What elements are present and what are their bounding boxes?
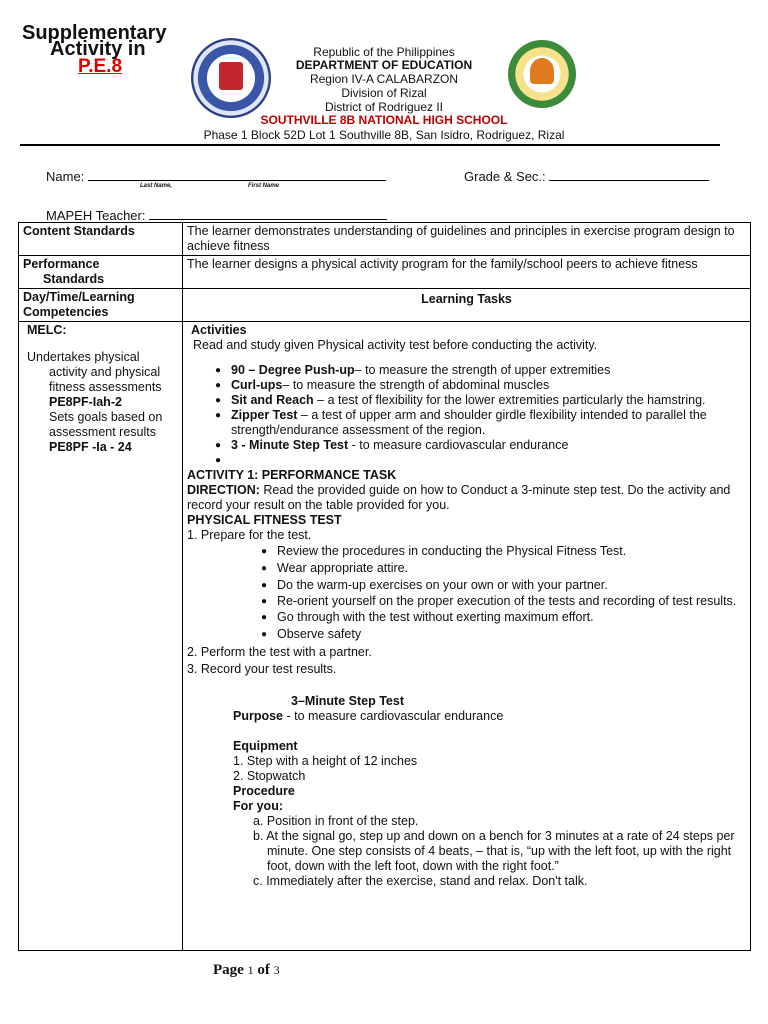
competencies-label: Day/Time/Learning Competencies <box>19 289 183 322</box>
learning-tasks-header: Learning Tasks <box>183 289 751 322</box>
equipment-item: 1. Step with a height of 12 inches <box>233 754 418 768</box>
header-school: SOUTHVILLE 8B NATIONAL HIGH SCHOOL <box>260 113 508 127</box>
header-rule <box>20 144 720 146</box>
grade-label: Grade & Sec.: <box>464 169 546 184</box>
doc-subject: P.E.8 <box>78 56 123 77</box>
tests-list <box>187 363 746 468</box>
header-region: Region IV-A CALABARZON <box>309 72 459 86</box>
header-district: District of Rodriguez II <box>324 100 444 114</box>
page-current: 1 <box>247 963 254 977</box>
procedure-step: a. Position in front of the step. <box>253 814 419 828</box>
list-item: ● Re-orient yourself on the proper execution of the tests and recording of test results. <box>255 594 746 609</box>
list-item: ● Review the procedures in conducting the Physical Fitness Test. <box>255 543 746 560</box>
melc-text-2: Sets goals based on assessment results <box>49 410 163 439</box>
list-item <box>209 453 746 468</box>
header-division: Division of Rizal <box>341 86 427 100</box>
activity1-heading: ACTIVITY 1: PERFORMANCE TASK <box>187 468 397 482</box>
table-row <box>19 322 751 951</box>
step-3: 3. Record your test results. <box>187 662 337 676</box>
activities-intro: Read and study given Physical activity test before conducting the activity. <box>193 338 598 352</box>
performance-standards-text: The learner designs a physical activity program for the family/school peers to achieve fitness <box>183 256 751 289</box>
melc-code-1: PE8PF-Iah-2 <box>49 395 122 409</box>
step-2: 2. Perform the test with a partner. <box>187 645 372 659</box>
page-total: 3 <box>273 963 280 977</box>
list-item: ● Do the warm-up exercises on your own or with your partner. <box>255 577 746 594</box>
header-department: DEPARTMENT OF EDUCATION <box>295 58 473 72</box>
list-item: ● Curl-ups– to measure the strength of abdominal muscles <box>209 378 746 393</box>
content-standards-label: Content Standards <box>19 223 183 256</box>
page-of: of <box>257 962 270 978</box>
table-row <box>19 223 751 256</box>
list-item: ● Observe safety <box>255 626 746 643</box>
melc-code-2: PE8PF -Ia - 24 <box>49 440 132 454</box>
melc-text-1: Undertakes physical activity and physical fitness assessments <box>27 350 162 394</box>
header-address: Phase 1 Block 52D Lot 1 Southville 8B, San Isidro, Rodriguez, Rizal <box>203 128 565 142</box>
header-republic: Republic of the Philippines <box>313 45 455 59</box>
last-name-hint: Last Name, <box>140 183 173 189</box>
direction-text: DIRECTION: Read the provided guide on how to Conduct a 3-minute step test. Do the activity and record your result on the table provided for you. <box>187 483 731 512</box>
teacher-field[interactable] <box>46 207 387 223</box>
first-name-hint: First Name <box>248 183 280 189</box>
step-test-title: 3–Minute Step Test <box>291 694 404 708</box>
prep-list <box>187 543 746 643</box>
grade-field[interactable] <box>464 168 709 184</box>
name-field[interactable] <box>46 168 386 184</box>
pft-heading: PHYSICAL FITNESS TEST <box>187 513 342 527</box>
performance-label-1: Performance <box>23 257 100 271</box>
purpose-line: Purpose - to measure cardiovascular endurance <box>233 709 504 723</box>
equipment-item: 2. Stopwatch <box>233 769 306 783</box>
list-item: ● 90 – Degree Push-up– to measure the strength of upper extremities <box>209 363 746 378</box>
page-indicator <box>213 962 280 979</box>
melc-cell <box>19 322 183 951</box>
doc-title-line2: Activity in <box>50 38 146 60</box>
equipment-heading: Equipment <box>233 739 298 753</box>
doc-title-line1: Supplementary <box>22 22 167 44</box>
name-label: Name: <box>46 169 85 184</box>
procedure-heading: Procedure <box>233 784 295 798</box>
for-you-heading: For you: <box>233 799 283 813</box>
page-label: Page <box>213 962 244 978</box>
content-standards-text: The learner demonstrates understanding of guidelines and principles in exercise program design to achieve fitness <box>183 223 751 256</box>
grade-blank[interactable] <box>549 168 709 181</box>
list-item: ● Wear appropriate attire. <box>255 560 746 577</box>
performance-label-2: Standards <box>43 272 105 286</box>
lesson-table <box>18 222 751 951</box>
list-item: ● 3 - Minute Step Test - to measure cardiovascular endurance <box>209 438 746 453</box>
teacher-blank[interactable] <box>149 207 387 220</box>
list-item: ● Go through with the test without exerting maximum effort. <box>255 609 746 626</box>
performance-standards-label <box>19 256 183 289</box>
procedure-step: b. At the signal go, step up and down on a bench for 3 minutes at a rate of 24 steps per minute. One step consists of 4 beats, – that is, “up with the left foot, up with the right foot, down with the left foot, down with the right foot.” <box>253 829 735 873</box>
name-blank[interactable] <box>88 168 386 181</box>
learning-tasks-cell <box>183 322 751 951</box>
activities-heading: Activities <box>191 323 247 337</box>
teacher-label: MAPEH Teacher: <box>46 208 146 223</box>
procedure-step: c. Immediately after the exercise, stand and relax. Don't talk. <box>253 874 588 888</box>
list-item: ● Zipper Test – a test of upper arm and shoulder girdle flexibility intended to parallel the strength/endurance assessment of the region. <box>209 408 746 438</box>
list-item: ● Sit and Reach – a test of flexibility for the lower extremities particularly the hamstring. <box>209 393 746 408</box>
step-1: 1. Prepare for the test. <box>187 528 312 542</box>
table-row <box>19 289 751 322</box>
melc-label: MELC: <box>27 323 67 337</box>
table-row <box>19 256 751 289</box>
